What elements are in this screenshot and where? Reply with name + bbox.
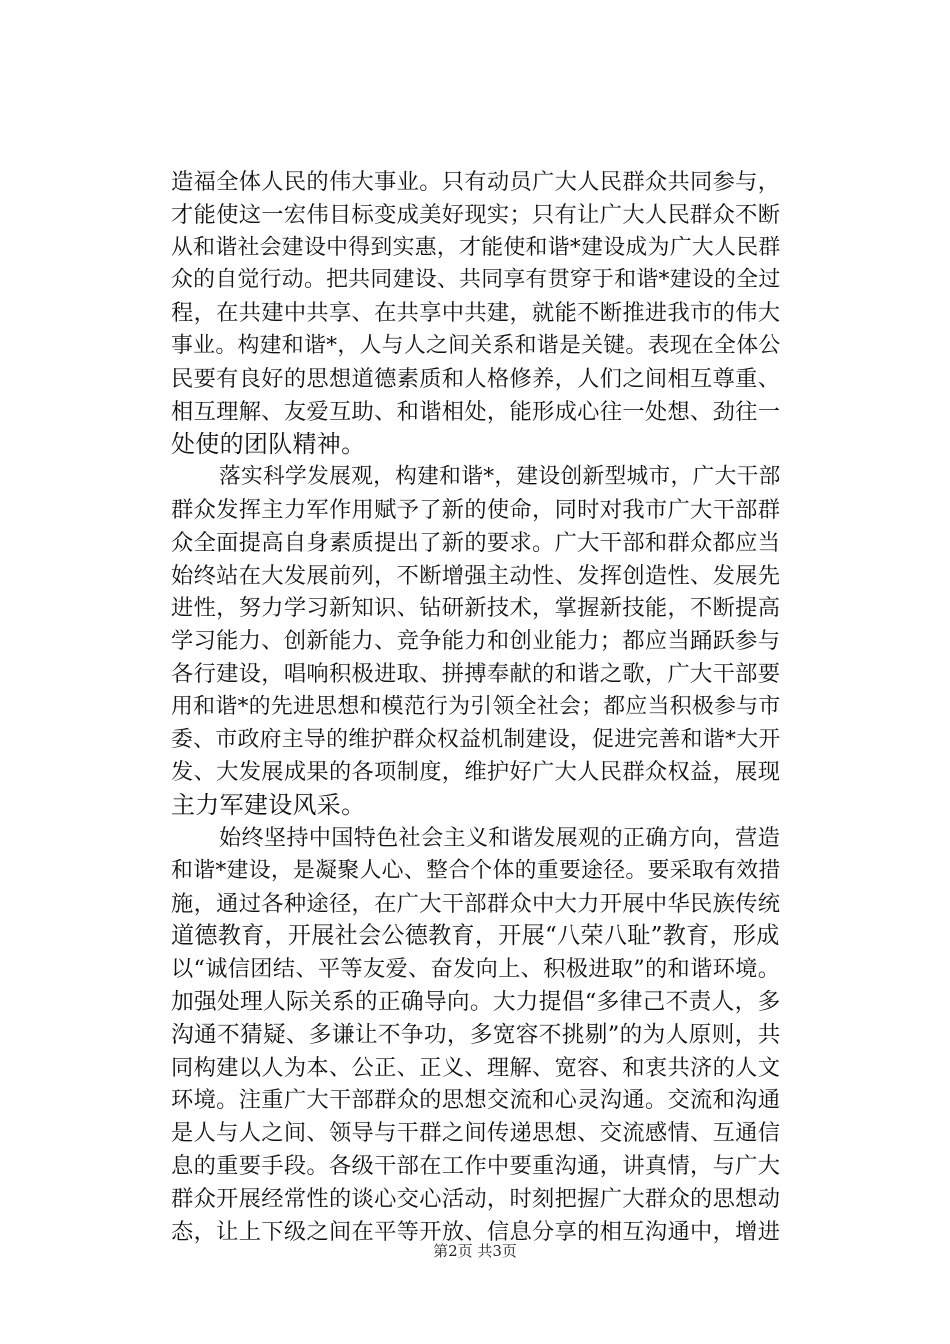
text-line: 程，在共建中共享、在共享中共建，就能不断推进我市的伟大 xyxy=(171,300,781,327)
text-line: 从和谐社会建设中得到实惠，才能使和谐*建设成为广大人民群 xyxy=(171,234,781,260)
text-line: 进性，努力学习新知识、钻研新技术，掌握新技能，不断提高 xyxy=(171,595,781,622)
text-line: 主力军建设风采。 xyxy=(171,791,366,820)
text-line: 沟通不猜疑、多谦让不争功，多宽容不挑剔”的为人原则，共 xyxy=(171,1021,781,1048)
text-line: 施，通过各种途径，在广大干部群众中大力开展中华民族传统 xyxy=(171,890,781,917)
text-line: 用和谐*的先进思想和模范行为引领全社会；都应当积极参与市 xyxy=(171,693,781,719)
text-line: 同构建以人为本、公正、正义、理解、宽容、和衷共济的人文 xyxy=(171,1054,781,1081)
text-line: 各行建设，唱响积极进取、拼搏奉献的和谐之歌，广大干部要 xyxy=(171,660,781,687)
page-footer: 第2页 共3页 xyxy=(433,1242,517,1260)
text-line: 才能使这一宏伟目标变成美好现实；只有让广大人民群众不断 xyxy=(171,201,781,228)
text-line: 发、大发展成果的各项制度，维护好广大人民群众权益，展现 xyxy=(171,759,781,786)
text-line: 态，让上下级之间在平等开放、信息分享的相互沟通中，增进 xyxy=(171,1218,781,1245)
text-line: 始终坚持中国特色社会主义和谐发展观的正确方向，营造 xyxy=(219,824,781,851)
text-line: 道德教育，开展社会公德教育，开展“八荣八耻”教育，形成 xyxy=(171,923,780,950)
text-line: 群众发挥主力军作用赋予了新的使命，同时对我市广大干部群 xyxy=(171,496,781,523)
text-line: 以“诚信团结、平等友爱、奋发向上、积极进取”的和谐环境。 xyxy=(171,956,781,983)
text-line: 加强处理人际关系的正确导向。大力提倡“多律己不责人，多 xyxy=(171,988,781,1015)
text-line: 处使的团队精神。 xyxy=(171,430,366,459)
text-line: 委、市政府主导的维护群众权益机制建设，促进完善和谐*大开 xyxy=(171,726,781,752)
text-line: 众全面提高自身素质提出了新的要求。广大干部和群众都应当 xyxy=(171,529,781,556)
text-line: 相互理解、友爱互助、和谐相处，能形成心往一处想、劲往一 xyxy=(171,398,781,425)
text-line: 始终站在大发展前列，不断增强主动性、发挥创造性、发展先 xyxy=(171,562,781,589)
text-line: 学习能力、创新能力、竞争能力和创业能力；都应当踊跃参与 xyxy=(171,628,781,655)
text-line: 民要有良好的思想道德素质和人格修养，人们之间相互尊重、 xyxy=(171,365,781,392)
text-line: 落实科学发展观，构建和谐*，建设创新型城市，广大干部 xyxy=(219,464,781,490)
text-line: 和谐*建设，是凝聚人心、整合个体的重要途径。要采取有效措 xyxy=(171,857,781,883)
text-line: 是人与人之间、领导与干群之间传递思想、交流感情、互通信 xyxy=(171,1120,781,1147)
text-line: 众的自觉行动。把共同建设、共同享有贯穿于和谐*建设的全过 xyxy=(171,267,781,293)
text-line: 造福全体人民的伟大事业。只有动员广大人民群众共同参与， xyxy=(171,169,781,195)
text-line: 息的重要手段。各级干部在工作中要重沟通，讲真情，与广大 xyxy=(171,1152,781,1179)
text-line: 群众开展经常性的谈心交心活动，时刻把握广大群众的思想动 xyxy=(171,1185,781,1212)
text-line: 环境。注重广大干部群众的思想交流和心灵沟通。交流和沟通 xyxy=(171,1087,781,1114)
text-line: 事业。构建和谐*，人与人之间关系和谐是关键。表现在全体公 xyxy=(171,332,781,358)
document-body xyxy=(171,166,783,1245)
